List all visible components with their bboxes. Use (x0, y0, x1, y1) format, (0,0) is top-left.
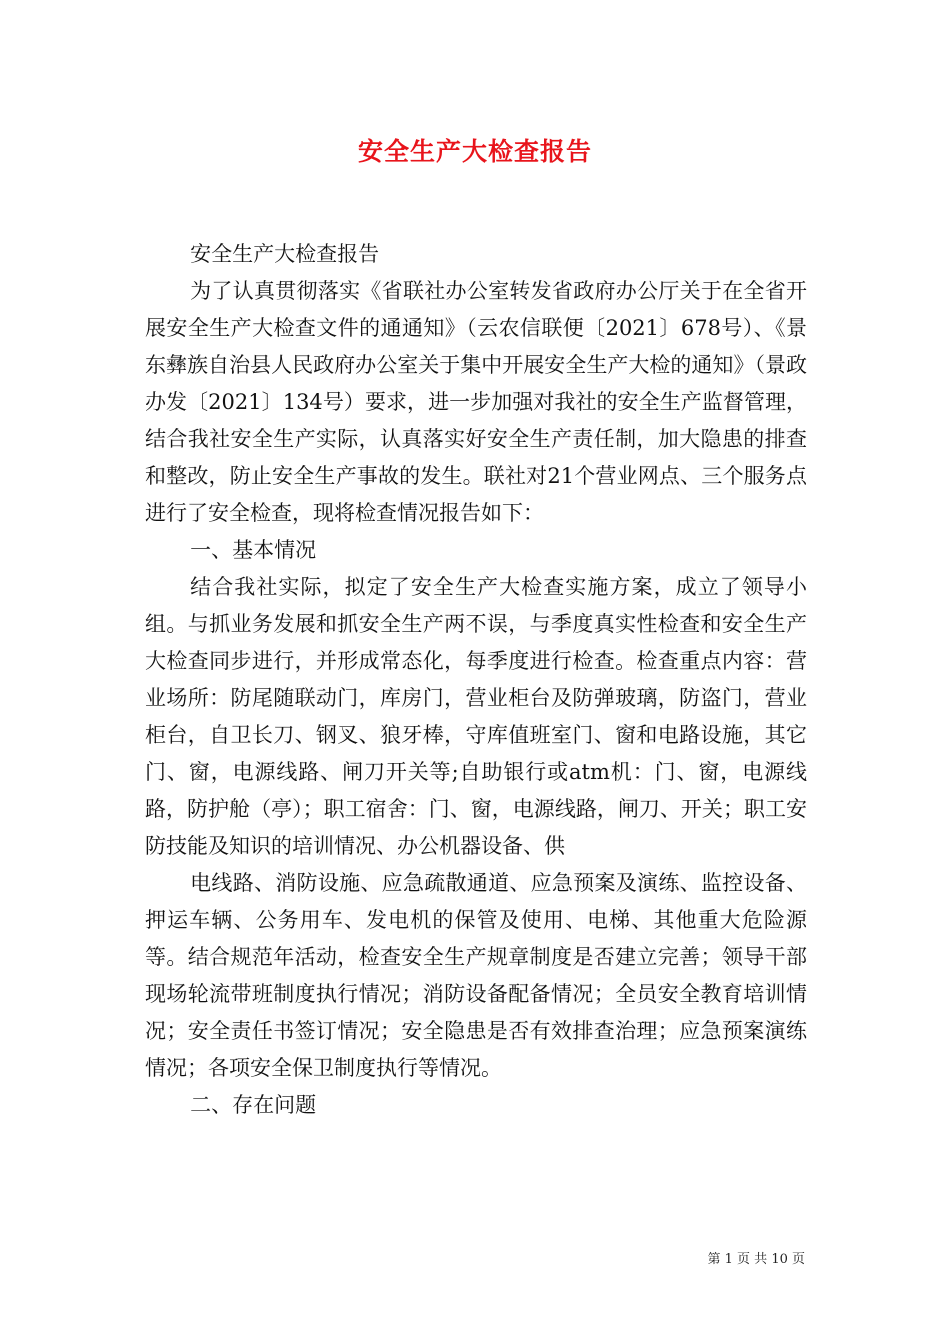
document-body (145, 236, 807, 1124)
section-heading-basic: 一、基本情况 (190, 538, 317, 562)
section-heading-problems: 二、存在问题 (190, 1093, 317, 1117)
body-subtitle: 安全生产大检查报告 (190, 242, 380, 266)
basic-situation-continued: 电线路、消防设施、应急疏散通道、应急预案及演练、监控设备、押运车辆、公务用车、发电机的保管及使用、电梯、其他重大危险源等。结合规范年活动，检查安全生产规章制度是否建立完善；领导干部现场轮流带班制度执行情况；消防设备配备情况；全员安全教育培训情况；安全责任书签订情况；安全隐患是否有效排查治理；应急预案演练情况；各项安全保卫制度执行等情况。 (145, 871, 807, 1080)
intro-paragraph: 为了认真贯彻落实《省联社办公室转发省政府办公厅关于在全省开展安全生产大检查文件的通通知》（云农信联便〔2021〕678号）、《景东彝族自治县人民政府办公室关于集中开展安全生产大检的通知》（景政办发〔2021〕134号）要求，进一步加强对我社的安全生产监督管理，结合我社安全生产实际，认真落实好安全生产责任制，加大隐患的排查和整改，防止安全生产事故的发生。联社对21个营业网点、三个服务点进行了安全检查，现将检查情况报告如下： (145, 279, 807, 525)
page-footer: 第 1 页 共 10 页 (707, 1252, 805, 1267)
page-title: 安全生产大检查报告 (357, 137, 592, 166)
basic-situation-paragraph: 结合我社实际，拟定了安全生产大检查实施方案，成立了领导小组。与抓业务发展和抓安全生产两不误，与季度真实性检查和安全生产大检查同步进行，并形成常态化，每季度进行检查。检查重点内容：营业场所：防尾随联动门，库房门，营业柜台及防弹玻璃，防盗门，营业柜台，自卫长刀、钢叉、狼牙棒，守库值班室门、窗和电路设施，其它门、窗，电源线路、闸刀开关等;自助银行或atm机：门、窗，电源线路，防护舱（亭）；职工宿舍：门、窗，电源线路，闸刀、开关；职工安防技能及知识的培训情况、办公机器设备、供 (145, 575, 807, 858)
